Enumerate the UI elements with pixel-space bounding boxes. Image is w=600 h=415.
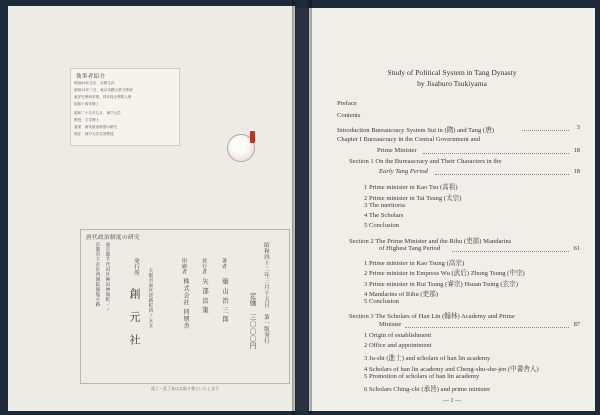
author-profile-line: 現在 神戸大学名誉教授: [74, 132, 114, 136]
toc-entry: 5 Conclusion: [364, 298, 399, 305]
toc-entry: 4 The Scholars: [364, 212, 404, 219]
author-name: 築山治三郎: [221, 278, 229, 325]
toc-entry: 1 Origin of establishment: [364, 332, 432, 339]
toc-page-number: 61: [573, 245, 580, 252]
toc-entry: Prime Minister: [377, 147, 417, 154]
toc-dot-leader: [423, 153, 569, 154]
toc-entry: Contents: [337, 112, 361, 119]
toc-page-number: 18: [573, 168, 580, 175]
toc-entry: Section 2 The Prime Minister and the Rihu (吏部) Mandarins: [349, 238, 512, 245]
toc-entry: 4 Mandarins of Rihu (吏部): [364, 291, 438, 298]
toc-dot-leader: [435, 174, 569, 175]
show-through-text: [104, 178, 116, 195]
author-profile-line: 教授，文学博士: [74, 118, 100, 122]
author-profile-line: 昭和十四年修了: [74, 102, 100, 106]
author-profile-line: 著書 唐代政治制度の研究: [74, 125, 118, 129]
toc-entry: Early Tang Period: [379, 168, 428, 175]
toc-entry: 1 Prime minister in Kao Tsung (高宗): [364, 260, 465, 267]
toc-entry: 1 Prime minister in Kao Tsu (高祖): [364, 184, 458, 191]
toc-entry: 2 Prime minister in Tai Tsung (太宗): [364, 195, 462, 202]
book-title: 唐代政治制度の研究: [86, 235, 140, 241]
toc-entry: Preface: [337, 100, 357, 107]
publisher-address: 大阪市東区淡路町四ノ五五: [148, 268, 153, 328]
author-profile-line: 東洋史學科卒業，同年同大學院入學: [74, 95, 132, 99]
toc-entry: 2 Office and appointment: [364, 342, 432, 349]
publisher-address: 東京都千代田区神田神保町一ノ: [105, 242, 110, 312]
english-title: Study of Political System in Tang Dynasty: [387, 68, 517, 77]
toc-entry: 2 Prime minister in Empress Wu (武后) Zhong Tsung (中宗): [364, 270, 525, 277]
replacement-note: 落丁・乱丁本はお取り替えいたします: [151, 386, 219, 391]
printer-label: 印刷者: [181, 258, 187, 275]
red-seal-mark: [250, 131, 255, 143]
author-profile-heading: 執筆者紹介: [76, 74, 106, 80]
toc-entry: Section 1 On the Bureaucracy and Their Characters in the: [349, 158, 502, 165]
issuer-name: 矢部良策: [201, 278, 209, 316]
author-profile-line: 昭和11年三月，東京帝國大學文學部: [74, 88, 133, 92]
toc-page-number: 18: [573, 147, 580, 154]
toc-entry: Introduction Bureaucracy System Sui in (隋) and Tang (唐): [337, 127, 494, 134]
issuer-label: 発行者: [201, 258, 207, 275]
toc-entry: 5 Promotion of scholars of han lin academy: [364, 373, 480, 380]
toc-entry: 5 Conclusion: [364, 222, 399, 229]
toc-entry: 3 Ju-shi (進士) and scholars of han lin academy: [364, 355, 491, 362]
toc-entry: Chapter I Bureaucracy in the Central Government and: [337, 136, 480, 143]
publisher-label: 発行所: [133, 258, 139, 276]
toc-dot-leader: [522, 130, 569, 131]
printer-name: 株式会社 同朋舎: [182, 278, 189, 330]
author-profile-line: 昭和二十九年九月，神戸大学: [74, 111, 121, 115]
price: 定価 三〇〇〇円: [248, 292, 256, 350]
author-profile-line: 明治44年生れ 京都生れ: [74, 81, 115, 85]
toc-entry: 3 The meritoria: [364, 202, 405, 209]
page-number: — 1 —: [443, 398, 461, 404]
right-page-content: [309, 8, 595, 411]
gutter-shadow: [292, 0, 312, 415]
author-label: 著者: [221, 258, 227, 270]
publisher-name: 創元社: [128, 288, 141, 357]
left-page-content: [8, 6, 295, 411]
publisher-address: 京都市下京区西洞院通塩小路: [95, 242, 100, 307]
toc-page-number: 3: [576, 124, 580, 131]
toc-entry: Section 3 The Scholars of Han Lin (翰林) Academy and Prime: [349, 313, 515, 320]
toc-dot-leader: [405, 327, 569, 328]
toc-entry: 6 Scholars Ching-chi (承旨) and prime minister: [364, 386, 491, 393]
publication-date: 昭和四十二年三月十五日 第一版発行: [263, 242, 269, 344]
toc-page-number: 87: [573, 321, 580, 328]
toc-dot-leader: [452, 251, 569, 252]
english-author: by Jisaburo Tsukiyama: [417, 79, 487, 88]
toc-entry: of Highest Tang Period: [379, 245, 441, 252]
toc-entry: Minister: [379, 321, 402, 328]
toc-entry: 3 Prime minister in Rui Tsung (睿宗) Hsuan Tsung (玄宗): [364, 281, 518, 288]
toc-entry: 4 Scholars of han lin academy and Cheng-shu-she-jen (中書舎人): [364, 366, 539, 373]
